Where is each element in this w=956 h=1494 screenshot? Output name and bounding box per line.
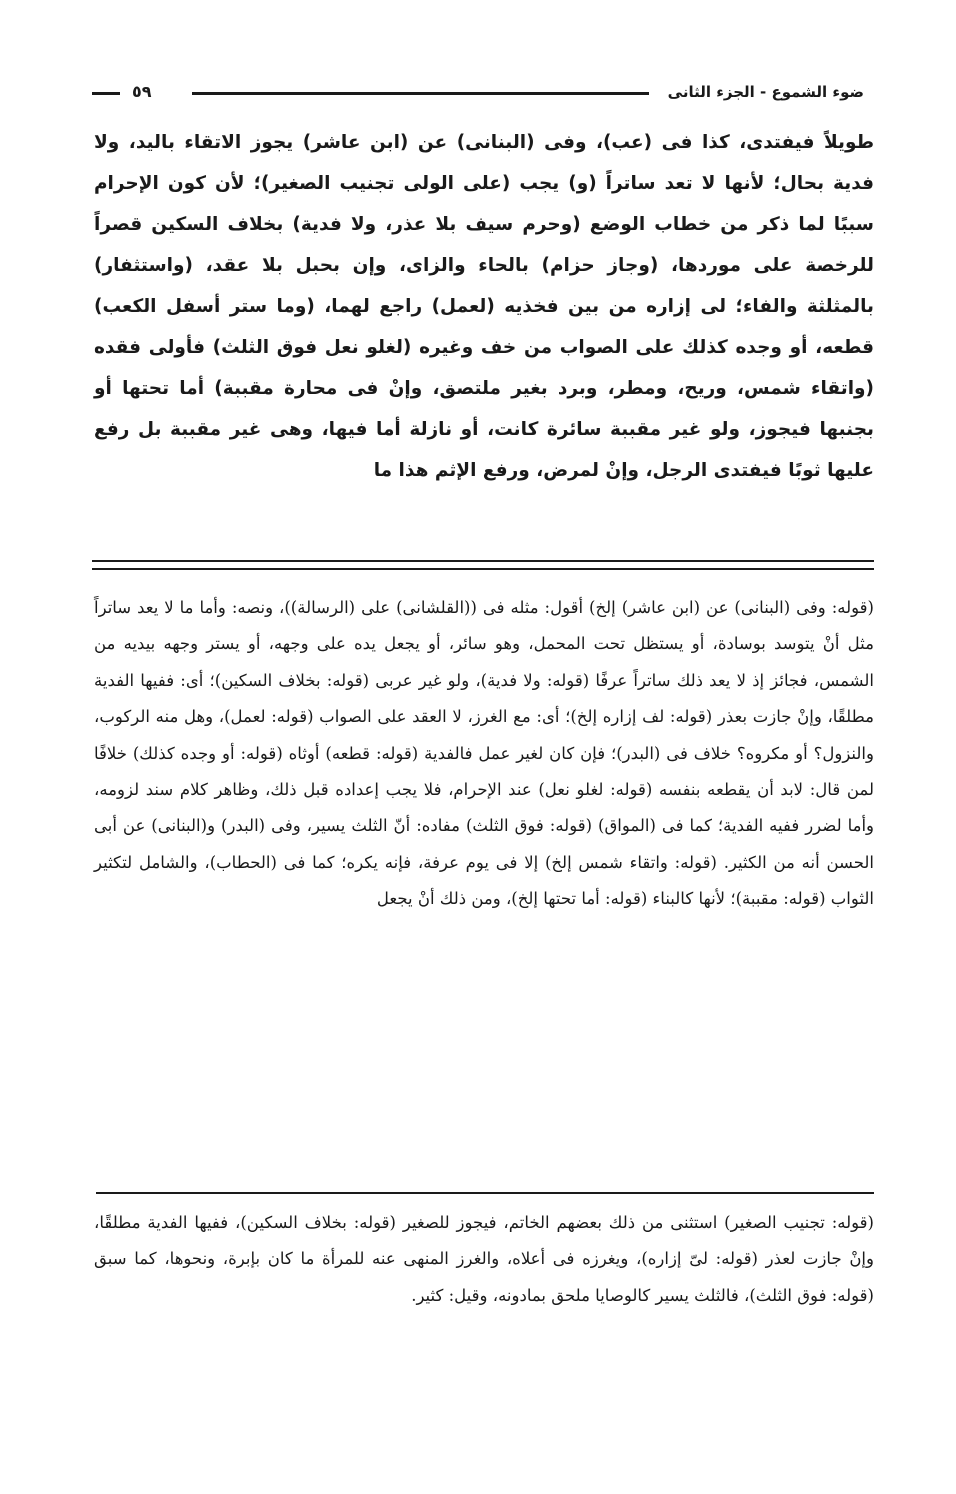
main-paragraph: طويلاً فيفتدى، كذا فى (عب)، وفى (البنانى) عن (ابن عاشر) يجوز الاتقاء باليد، ولا فدية بحال؛ لأنها لا تعد ساتراً (و) يجب (على الولى تجنيب الصغير)؛ لأن كون الإحرام سببًا لما ذكر من خطاب الوضع (وحرم سيف بلا عذر، ولا فدية) بخلاف السكين قصراً للرخصة على موردها، (وجاز حزام) بالحاء والزاى، وإن بحبل بلا عقد، (واستثفار) بالمثلثة والفاء؛ لى إزاره من بين فخذيه (لعمل) راجع لهما، (وما ستر أسفل الكعب) قطعه، أو وجده كذلك على الصواب من خف وغيره (لغلو نعل فوق الثلث) فأولى فقده (واتقاء شمس، وريح، ومطر، وبرد بغير ملتصق، وإنْ فى محارة مقببة) أما تحتها أو بجنبها فيجوز، ولو غير مقببة سائرة كانت، أو نازلة أما فيها، وهى غير مقببة بل رفع عليها ثوبًا فيفتدى الرجل، وإنْ لمرض، ورفع الإثم هذا ما (94, 132, 874, 481)
second-commentary-section (94, 1205, 874, 1314)
main-text (94, 122, 874, 491)
header-rule (192, 92, 649, 95)
commentary-section (94, 590, 874, 918)
commentary-paragraph: (قوله: وفى (البنانى) عن (ابن عاشر) إلخ) أقول: مثله فى ((القلشانى) على (الرسالة))، ونصه: وأما ما لا يعد ساتراً مثل أنْ يتوسد بوسادة، أو يستظل تحت المحمل، وهو سائر، أو يجعل يده على وجهه، أو يستر وجهه بيديه من الشمس، فجائز إذ لا يعد ذلك ساتراً عرفًا (قوله: ولا فدية)، ولو غير عربى (قوله: بخلاف السكين)؛ أى: ففيها الفدية مطلقًا، وإنْ جازت بعذر (قوله: لف إزاره إلخ)؛ أى: مع الغرز، لا العقد على الصواب (قوله: لعمل)، وهل منه الركوب، والنزول؟ أو مكروه؟ خلاف فى (البدر)؛ فإن كان لغير عمل فالفدية (قوله: قطعه) أوثاه (قوله: أو وجده كذلك) خلافًا لمن قال: لابد أن يقطعه بنفسه (قوله: لغلو نعل) عند الإحرام، فلا يجب إعداده قبل ذلك، وظاهر كلام سند لزومه، وأما لضرر ففيه الفدية؛ كما فى (المواق) (قوله: فوق الثلث) مفاده: أنّ الثلث يسير، وفى (البدر) و(البنانى) عن أبى الحسن أنه من الكثير. (قوله: واتقاء شمس إلخ) إلا فى يوم عرفة، فإنه يكره؛ كما فى (الحطاب)، والشامل لتكثير الثواب (قوله: مقببة)؛ لأنها كالبناء (قوله: أما تحتها إلخ)، ومن ذلك أنْ يجعل (94, 598, 874, 909)
book-title: ضوء الشموع - الجزء الثانى (660, 78, 864, 106)
separator-double-rule (92, 560, 874, 570)
header-dash (92, 92, 120, 95)
second-commentary-paragraph: (قوله: تجنيب الصغير) استثنى من ذلك بعضهم الخاتم، فيجوز للصغير (قوله: بخلاف السكين)، ففيها الفدية مطلقًا، وإنْ جازت لعذر (قوله: لىّ إزاره)، ويغرزه فى أعلاه، والغرز المنهى عنه للمرأة ما كان بإبرة، ونحوها، كما سبق (قوله: فوق الثلث)، فالثلث يسير كالوصايا ملحق بمادونه، وقيل: كثير. (94, 1213, 874, 1305)
page-number: ٥٩ (132, 82, 152, 101)
separator-rule (96, 1192, 874, 1194)
running-header (92, 78, 864, 108)
